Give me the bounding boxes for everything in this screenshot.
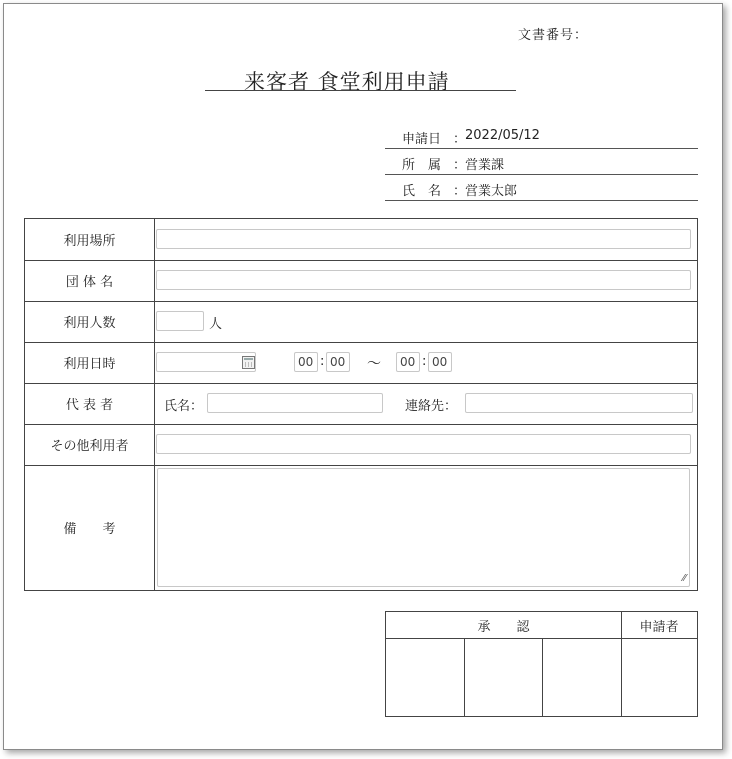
colon: ： (453, 132, 467, 147)
group-name-label: 団 体 名 (25, 260, 155, 301)
notes-row (25, 465, 697, 590)
start-hour-input[interactable]: 00 (294, 352, 318, 372)
end-hour-input[interactable]: 00 (396, 352, 420, 372)
calendar-icon[interactable] (242, 356, 255, 369)
place-row (25, 219, 697, 261)
document-number-label: 文書番号： (518, 28, 589, 43)
approval-stamp-cell[interactable] (465, 639, 542, 716)
title-underline (205, 90, 516, 91)
rep-contact-input[interactable] (465, 393, 693, 413)
representative-label: 代 表 者 (25, 383, 155, 424)
other-users-row (25, 424, 697, 466)
department-row (385, 150, 698, 175)
start-minute-input[interactable]: 00 (326, 352, 350, 372)
applicant-name-label: 氏 名 (402, 184, 442, 199)
rep-contact-label: 連絡先： (405, 399, 458, 414)
approval-box (385, 611, 698, 717)
group-row (25, 260, 697, 302)
resize-handle-icon[interactable]: ⁄⁄ (682, 573, 686, 584)
rep-name-input[interactable] (207, 393, 383, 413)
department-value[interactable]: 営業課 (465, 158, 505, 173)
applicant-stamp-cell[interactable] (622, 639, 697, 716)
page-title: 来客者 食堂利用申請 (244, 70, 450, 94)
other-users-label: その他利用者 (25, 424, 155, 465)
datetime-label: 利用日時 (25, 342, 155, 383)
people-count-label: 利用人数 (25, 301, 155, 342)
applicant-name-row (385, 176, 698, 201)
application-date-row (385, 124, 698, 149)
approval-stamp-cell[interactable] (543, 639, 621, 716)
request-form-table (24, 218, 698, 591)
range-tilde: 〜 (367, 356, 381, 372)
colon: ： (453, 184, 467, 199)
applicant-name-value[interactable]: 営業太郎 (465, 184, 518, 199)
representative-row (25, 383, 697, 425)
notes-textarea[interactable] (157, 468, 690, 587)
time-separator: : (422, 354, 427, 369)
notes-label: 備 考 (25, 465, 155, 590)
applicant-header: 申請者 (621, 612, 697, 639)
approval-stamp-cell[interactable] (386, 639, 464, 716)
rep-name-label: 氏名： (164, 399, 204, 414)
other-users-input[interactable] (156, 434, 691, 454)
approval-header: 承 認 (386, 612, 621, 639)
date-input[interactable] (156, 352, 256, 372)
people-unit-label: 人 (209, 317, 223, 332)
people-count-input[interactable] (156, 311, 204, 331)
application-date-label: 申請日 (402, 132, 442, 147)
time-separator: : (320, 354, 325, 369)
group-name-input[interactable] (156, 270, 691, 290)
department-label: 所 属 (402, 158, 442, 173)
colon: ： (453, 158, 467, 173)
datetime-row (25, 342, 697, 384)
end-minute-input[interactable]: 00 (428, 352, 452, 372)
count-row (25, 301, 697, 343)
place-label: 利用場所 (25, 219, 155, 260)
application-date-value[interactable]: 2022/05/12 (465, 128, 540, 143)
place-input[interactable] (156, 229, 691, 249)
